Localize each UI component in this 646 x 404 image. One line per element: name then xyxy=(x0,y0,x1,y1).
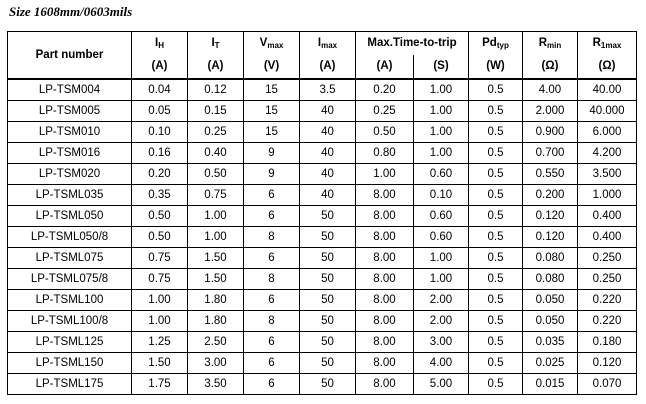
trip-current-cell: 1.00 xyxy=(356,164,414,185)
ih-cell: 0.10 xyxy=(132,122,188,143)
table-row xyxy=(8,227,637,248)
r1max-cell: 0.220 xyxy=(578,311,637,332)
ih-cell: 0.05 xyxy=(132,101,188,122)
max-time-to-trip-header: Max.Time-to-trip xyxy=(356,32,469,56)
unit-trip-current: (A) xyxy=(356,55,414,79)
r1max-cell: 0.120 xyxy=(578,353,637,374)
part-number-cell: LP-TSM005 xyxy=(8,101,132,122)
rmin-cell: 0.900 xyxy=(523,122,578,143)
unit-vmax: (V) xyxy=(244,55,300,79)
pdtyp-cell: 0.5 xyxy=(469,185,523,206)
part-number-cell: LP-TSML175 xyxy=(8,374,132,395)
imax-cell: 40 xyxy=(300,122,356,143)
part-number-cell: LP-TSM020 xyxy=(8,164,132,185)
pdtyp-cell: 0.5 xyxy=(469,101,523,122)
trip-current-cell: 8.00 xyxy=(356,332,414,353)
trip-current-cell: 8.00 xyxy=(356,353,414,374)
trip-time-cell: 1.00 xyxy=(414,143,469,164)
part-number-cell: LP-TSML050 xyxy=(8,206,132,227)
trip-current-cell: 8.00 xyxy=(356,248,414,269)
pdtyp-cell: 0.5 xyxy=(469,143,523,164)
vmax-cell: 6 xyxy=(244,185,300,206)
imax-cell: 50 xyxy=(300,290,356,311)
vmax-cell: 15 xyxy=(244,101,300,122)
pdtyp-cell: 0.5 xyxy=(469,206,523,227)
unit-r1max: (Ω) xyxy=(578,55,637,79)
r1max-cell: 0.400 xyxy=(578,227,637,248)
imax-cell: 50 xyxy=(300,353,356,374)
rmin-cell: 0.050 xyxy=(523,311,578,332)
vmax-cell: 15 xyxy=(244,122,300,143)
table-body xyxy=(8,79,637,395)
part-number-header: Part number xyxy=(8,32,132,80)
vmax-cell: 6 xyxy=(244,332,300,353)
ih-cell: 0.16 xyxy=(132,143,188,164)
pdtyp-cell: 0.5 xyxy=(469,164,523,185)
table-row xyxy=(8,269,637,290)
part-number-cell: LP-TSML150 xyxy=(8,353,132,374)
trip-time-cell: 1.00 xyxy=(414,101,469,122)
trip-time-cell: 0.10 xyxy=(414,185,469,206)
trip-time-cell: 2.00 xyxy=(414,290,469,311)
it-cell: 0.15 xyxy=(188,101,244,122)
size-title: Size 1608mm/0603mils xyxy=(9,4,133,19)
r1max-cell: 0.070 xyxy=(578,374,637,395)
pdtyp-cell: 0.5 xyxy=(469,332,523,353)
spec-table xyxy=(7,31,637,395)
r1max-cell: 0.180 xyxy=(578,332,637,353)
vmax-cell: 6 xyxy=(244,248,300,269)
imax-cell: 40 xyxy=(300,164,356,185)
trip-time-cell: 1.00 xyxy=(414,79,469,101)
trip-time-cell: 1.00 xyxy=(414,248,469,269)
it-cell: 0.40 xyxy=(188,143,244,164)
imax-cell: 40 xyxy=(300,101,356,122)
rmin-cell: 0.700 xyxy=(523,143,578,164)
trip-time-cell: 0.60 xyxy=(414,164,469,185)
table-row xyxy=(8,311,637,332)
part-number-cell: LP-TSM004 xyxy=(8,79,132,101)
trip-current-cell: 8.00 xyxy=(356,269,414,290)
vmax-cell: 6 xyxy=(244,290,300,311)
rmin-cell: 0.550 xyxy=(523,164,578,185)
ih-cell: 0.75 xyxy=(132,248,188,269)
rmin-cell: 0.200 xyxy=(523,185,578,206)
part-number-cell: LP-TSML035 xyxy=(8,185,132,206)
table-row xyxy=(8,101,637,122)
ih-header: $I_H$ xyxy=(132,32,188,56)
imax-cell: 50 xyxy=(300,332,356,353)
table-row xyxy=(8,185,637,206)
it-cell: 3.00 xyxy=(188,353,244,374)
table-row xyxy=(8,332,637,353)
imax-cell: 50 xyxy=(300,227,356,248)
ih-cell: 1.00 xyxy=(132,311,188,332)
trip-current-cell: 8.00 xyxy=(356,206,414,227)
trip-time-cell: 0.60 xyxy=(414,206,469,227)
ih-cell: 1.75 xyxy=(132,374,188,395)
rmin-cell: 0.015 xyxy=(523,374,578,395)
r1max-cell: 6.000 xyxy=(578,122,637,143)
imax-cell: 50 xyxy=(300,248,356,269)
trip-current-cell: 0.50 xyxy=(356,122,414,143)
trip-time-cell: 3.00 xyxy=(414,332,469,353)
trip-current-cell: 0.25 xyxy=(356,101,414,122)
table-row xyxy=(8,353,637,374)
r1max-cell: 40.00 xyxy=(578,79,637,101)
vmax-cell: 6 xyxy=(244,206,300,227)
trip-current-cell: 8.00 xyxy=(356,290,414,311)
it-cell: 1.50 xyxy=(188,248,244,269)
trip-current-cell: 8.00 xyxy=(356,227,414,248)
it-header: $I_T$ xyxy=(188,32,244,56)
vmax-cell: 9 xyxy=(244,164,300,185)
table-row xyxy=(8,374,637,395)
it-cell: 1.00 xyxy=(188,206,244,227)
rmin-cell: 0.050 xyxy=(523,290,578,311)
ih-cell: 0.50 xyxy=(132,206,188,227)
pdtyp-cell: 0.5 xyxy=(469,353,523,374)
it-cell: 0.25 xyxy=(188,122,244,143)
it-cell: 1.00 xyxy=(188,227,244,248)
trip-current-cell: 8.00 xyxy=(356,374,414,395)
imax-cell: 50 xyxy=(300,374,356,395)
unit-pdtyp: (W) xyxy=(469,55,523,79)
pdtyp-cell: 0.5 xyxy=(469,227,523,248)
rmin-cell: 0.120 xyxy=(523,206,578,227)
unit-rmin: (Ω) xyxy=(523,55,578,79)
it-cell: 0.75 xyxy=(188,185,244,206)
pdtyp-cell: 0.5 xyxy=(469,248,523,269)
r1max-cell: 0.250 xyxy=(578,269,637,290)
trip-current-cell: 8.00 xyxy=(356,311,414,332)
vmax-cell: 15 xyxy=(244,79,300,101)
ih-cell: 0.35 xyxy=(132,185,188,206)
r1max-cell: 0.400 xyxy=(578,206,637,227)
imax-cell: 50 xyxy=(300,206,356,227)
imax-cell: 50 xyxy=(300,311,356,332)
vmax-cell: 8 xyxy=(244,269,300,290)
vmax-cell: 6 xyxy=(244,353,300,374)
table-row xyxy=(8,206,637,227)
trip-time-cell: 1.00 xyxy=(414,122,469,143)
trip-current-cell: 0.20 xyxy=(356,79,414,101)
r1max-cell: 0.250 xyxy=(578,248,637,269)
rmin-cell: 0.080 xyxy=(523,269,578,290)
vmax-header: $V_{max}$ xyxy=(244,32,300,56)
rmin-cell: 2.000 xyxy=(523,101,578,122)
ih-cell: 0.50 xyxy=(132,227,188,248)
part-number-cell: LP-TSML125 xyxy=(8,332,132,353)
vmax-cell: 8 xyxy=(244,311,300,332)
ih-cell: 0.20 xyxy=(132,164,188,185)
trip-current-cell: 8.00 xyxy=(356,185,414,206)
it-cell: 2.50 xyxy=(188,332,244,353)
rmin-cell: 0.120 xyxy=(523,227,578,248)
pdtyp-cell: 0.5 xyxy=(469,79,523,101)
rmin-header: $R_{min}$ xyxy=(523,32,578,56)
pdtyp-cell: 0.5 xyxy=(469,122,523,143)
r1max-cell: 1.000 xyxy=(578,185,637,206)
it-cell: 0.50 xyxy=(188,164,244,185)
trip-time-cell: 4.00 xyxy=(414,353,469,374)
r1max-cell: 3.500 xyxy=(578,164,637,185)
table-row xyxy=(8,79,637,101)
r1max-cell: 4.200 xyxy=(578,143,637,164)
it-cell: 1.80 xyxy=(188,311,244,332)
it-cell: 1.80 xyxy=(188,290,244,311)
it-cell: 3.50 xyxy=(188,374,244,395)
r1max-cell: 40.000 xyxy=(578,101,637,122)
imax-cell: 50 xyxy=(300,269,356,290)
part-number-cell: LP-TSM010 xyxy=(8,122,132,143)
ih-cell: 0.04 xyxy=(132,79,188,101)
trip-time-cell: 1.00 xyxy=(414,269,469,290)
table-row xyxy=(8,290,637,311)
imax-cell: 3.5 xyxy=(300,79,356,101)
trip-time-cell: 5.00 xyxy=(414,374,469,395)
part-number-cell: LP-TSML075 xyxy=(8,248,132,269)
part-number-cell: LP-TSML100 xyxy=(8,290,132,311)
imax-cell: 40 xyxy=(300,185,356,206)
pdtyp-cell: 0.5 xyxy=(469,374,523,395)
vmax-cell: 9 xyxy=(244,143,300,164)
trip-time-cell: 2.00 xyxy=(414,311,469,332)
part-number-cell: LP-TSM016 xyxy=(8,143,132,164)
vmax-cell: 8 xyxy=(244,227,300,248)
r1max-cell: 0.220 xyxy=(578,290,637,311)
table-row xyxy=(8,248,637,269)
imax-cell: 40 xyxy=(300,143,356,164)
ih-cell: 0.75 xyxy=(132,269,188,290)
r1max-header: $R_{1max}$ xyxy=(578,32,637,56)
table-header xyxy=(8,32,637,80)
it-cell: 0.12 xyxy=(188,79,244,101)
trip-current-cell: 0.80 xyxy=(356,143,414,164)
pdtyp-header: $Pd_{typ}$ xyxy=(469,32,523,56)
table-row xyxy=(8,164,637,185)
ih-cell: 1.00 xyxy=(132,290,188,311)
ih-cell: 1.25 xyxy=(132,332,188,353)
rmin-cell: 4.00 xyxy=(523,79,578,101)
ih-cell: 1.50 xyxy=(132,353,188,374)
unit-trip-time: (S) xyxy=(414,55,469,79)
rmin-cell: 0.025 xyxy=(523,353,578,374)
pdtyp-cell: 0.5 xyxy=(469,269,523,290)
part-number-cell: LP-TSML075/8 xyxy=(8,269,132,290)
trip-time-cell: 0.60 xyxy=(414,227,469,248)
part-number-cell: LP-TSML050/8 xyxy=(8,227,132,248)
part-number-cell: LP-TSML100/8 xyxy=(8,311,132,332)
pdtyp-cell: 0.5 xyxy=(469,311,523,332)
unit-it: (A) xyxy=(188,55,244,79)
unit-ih: (A) xyxy=(132,55,188,79)
imax-header: $I_{max}$ xyxy=(300,32,356,56)
rmin-cell: 0.080 xyxy=(523,248,578,269)
table-row xyxy=(8,143,637,164)
pdtyp-cell: 0.5 xyxy=(469,290,523,311)
unit-imax: (A) xyxy=(300,55,356,79)
it-cell: 1.50 xyxy=(188,269,244,290)
vmax-cell: 6 xyxy=(244,374,300,395)
rmin-cell: 0.035 xyxy=(523,332,578,353)
table-row xyxy=(8,122,637,143)
